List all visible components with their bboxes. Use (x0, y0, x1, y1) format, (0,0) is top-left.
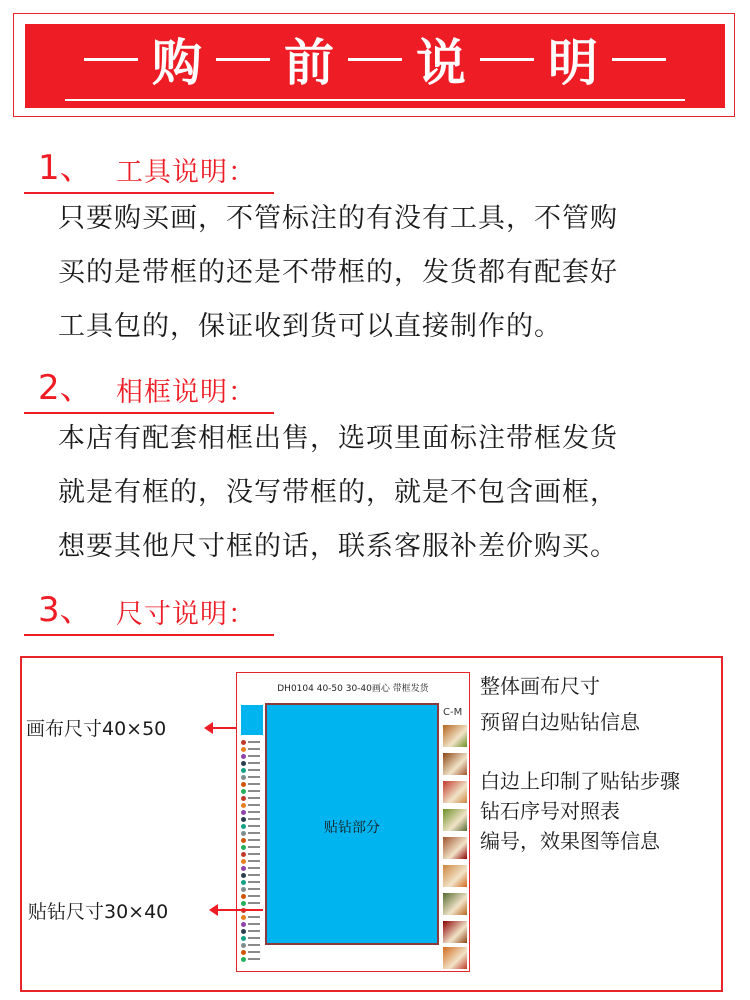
body-line: 只要购买画，不管标注的有没有工具，不管购 (58, 203, 618, 234)
body-line: 就是有框的，没写带框的，就是不包含画框， (58, 477, 618, 508)
legend-code (248, 811, 260, 813)
legend-dot (241, 852, 246, 857)
section-title: 相框说明： (116, 377, 256, 408)
legend-row (241, 851, 263, 857)
diamond-legend-column (241, 739, 263, 967)
legend-dot (241, 943, 246, 948)
section-underline (24, 634, 274, 636)
note-line: 编号，效果图等信息 (480, 829, 660, 853)
legend-dot (241, 901, 246, 906)
legend-row (241, 830, 263, 836)
legend-row (241, 816, 263, 822)
legend-dot (241, 810, 246, 815)
legend-dot (241, 831, 246, 836)
body-line: 买的是带框的还是不带框的，发货都有配套好 (58, 257, 618, 288)
legend-code (248, 867, 260, 869)
legend-dot (241, 747, 246, 752)
legend-row (241, 837, 263, 843)
drill-area (265, 703, 439, 945)
preview-thumbnail (443, 725, 467, 747)
title-char: 购 (152, 34, 202, 92)
section-number: 3、 (38, 590, 94, 630)
section-2-body (58, 412, 728, 574)
legend-row (241, 886, 263, 892)
section-3-header (24, 590, 324, 640)
title-dash (216, 58, 270, 61)
legend-row (241, 921, 263, 927)
legend-row (241, 753, 263, 759)
body-line: 工具包的，保证收到货可以直接制作的。 (58, 311, 562, 342)
legend-row (241, 774, 263, 780)
page-title (25, 26, 725, 92)
legend-row (241, 893, 263, 899)
legend-row (241, 879, 263, 885)
legend-code (248, 881, 260, 883)
title-dash (612, 58, 666, 61)
legend-row (241, 802, 263, 808)
legend-code (248, 818, 260, 820)
title-dash (84, 58, 138, 61)
legend-code (248, 930, 260, 932)
preview-thumbnail (443, 809, 467, 831)
legend-row (241, 900, 263, 906)
title-dash (348, 58, 402, 61)
body-line: 想要其他尺寸框的话，联系客服补差价购买。 (58, 531, 618, 562)
legend-code (248, 804, 260, 806)
section-1-header (24, 148, 324, 198)
cm-label: C-M (443, 707, 463, 718)
legend-row (241, 739, 263, 745)
legend-dot (241, 915, 246, 920)
legend-row (241, 795, 263, 801)
legend-row (241, 767, 263, 773)
preview-thumbnail (443, 865, 467, 887)
legend-code (248, 846, 260, 848)
legend-code (248, 790, 260, 792)
legend-code (248, 748, 260, 750)
title-char: 前 (284, 34, 334, 92)
legend-row (241, 935, 263, 941)
legend-code (248, 923, 260, 925)
legend-code (248, 937, 260, 939)
section-number: 1、 (38, 148, 94, 188)
legend-code (248, 741, 260, 743)
legend-code (248, 769, 260, 771)
legend-code (248, 860, 260, 862)
legend-dot (241, 845, 246, 850)
legend-dot (241, 922, 246, 927)
canvas-size-label: 画布尺寸40×50 (26, 718, 167, 740)
preview-thumbnail (443, 893, 467, 915)
title-char: 明 (548, 34, 598, 92)
legend-row (241, 760, 263, 766)
legend-row (241, 788, 263, 794)
legend-row (241, 823, 263, 829)
legend-dot (241, 796, 246, 801)
legend-code (248, 951, 260, 953)
section-number: 2、 (38, 368, 94, 408)
legend-code (248, 853, 260, 855)
overall-canvas-size-label: 整体画布尺寸 (480, 674, 600, 698)
legend-dot (241, 880, 246, 885)
section-title: 尺寸说明： (116, 599, 256, 630)
header-banner (25, 24, 725, 108)
legend-dot (241, 768, 246, 773)
legend-code (248, 783, 260, 785)
legend-dot (241, 754, 246, 759)
legend-code (248, 825, 260, 827)
legend-dot (241, 936, 246, 941)
drill-size-label: 贴钻尺寸30×40 (28, 901, 169, 923)
border-info-notes (480, 766, 680, 856)
title-underline (65, 99, 685, 101)
preview-thumbnail (443, 921, 467, 943)
preview-thumbnail (443, 837, 467, 859)
legend-dot (241, 789, 246, 794)
legend-row (241, 844, 263, 850)
legend-code (248, 916, 260, 918)
section-title: 工具说明： (116, 157, 256, 188)
legend-code (248, 874, 260, 876)
legend-dot (241, 775, 246, 780)
legend-code (248, 776, 260, 778)
canvas-size-arrow (206, 727, 236, 729)
legend-dot (241, 761, 246, 766)
legend-row (241, 858, 263, 864)
legend-code (248, 944, 260, 946)
preview-thumbnail (443, 781, 467, 803)
legend-code (248, 762, 260, 764)
legend-row (241, 942, 263, 948)
legend-dot (241, 859, 246, 864)
section-1-body (58, 192, 728, 354)
legend-row (241, 949, 263, 955)
legend-code (248, 839, 260, 841)
color-swatch (241, 705, 263, 735)
canvas-header-text: DH0104 40-50 30-40画心 带框发货 (277, 684, 429, 694)
legend-code (248, 797, 260, 799)
legend-dot (241, 803, 246, 808)
legend-row (241, 746, 263, 752)
legend-row (241, 914, 263, 920)
title-dash (480, 58, 534, 61)
preview-thumbnail (443, 947, 467, 969)
section-2-header (24, 368, 324, 418)
legend-dot (241, 887, 246, 892)
legend-code (248, 902, 260, 904)
canvas-illustration (236, 672, 470, 972)
drill-size-arrow (211, 909, 263, 911)
legend-dot (241, 824, 246, 829)
legend-code (248, 755, 260, 757)
white-border-label: 预留白边贴钻信息 (480, 710, 640, 734)
legend-dot (241, 838, 246, 843)
note-line: 白边上印制了贴钻步骤 (480, 769, 680, 793)
legend-code (248, 888, 260, 890)
legend-dot (241, 894, 246, 899)
legend-dot (241, 929, 246, 934)
legend-dot (241, 873, 246, 878)
legend-row (241, 928, 263, 934)
title-char: 说 (416, 34, 466, 92)
legend-code (248, 958, 260, 960)
legend-dot (241, 866, 246, 871)
legend-code (248, 895, 260, 897)
legend-row (241, 809, 263, 815)
drill-area-label: 贴钻部分 (324, 820, 380, 836)
preview-thumbnail-column (443, 703, 467, 969)
legend-dot (241, 782, 246, 787)
legend-dot (241, 950, 246, 955)
legend-row (241, 872, 263, 878)
legend-dot (241, 817, 246, 822)
legend-code (248, 832, 260, 834)
preview-thumbnail (443, 753, 467, 775)
body-line: 本店有配套相框出售，选项里面标注带框发货 (58, 423, 618, 454)
legend-row (241, 781, 263, 787)
legend-dot (241, 957, 246, 962)
legend-row (241, 865, 263, 871)
note-line: 钻石序号对照表 (480, 799, 620, 823)
legend-row (241, 956, 263, 962)
legend-dot (241, 740, 246, 745)
